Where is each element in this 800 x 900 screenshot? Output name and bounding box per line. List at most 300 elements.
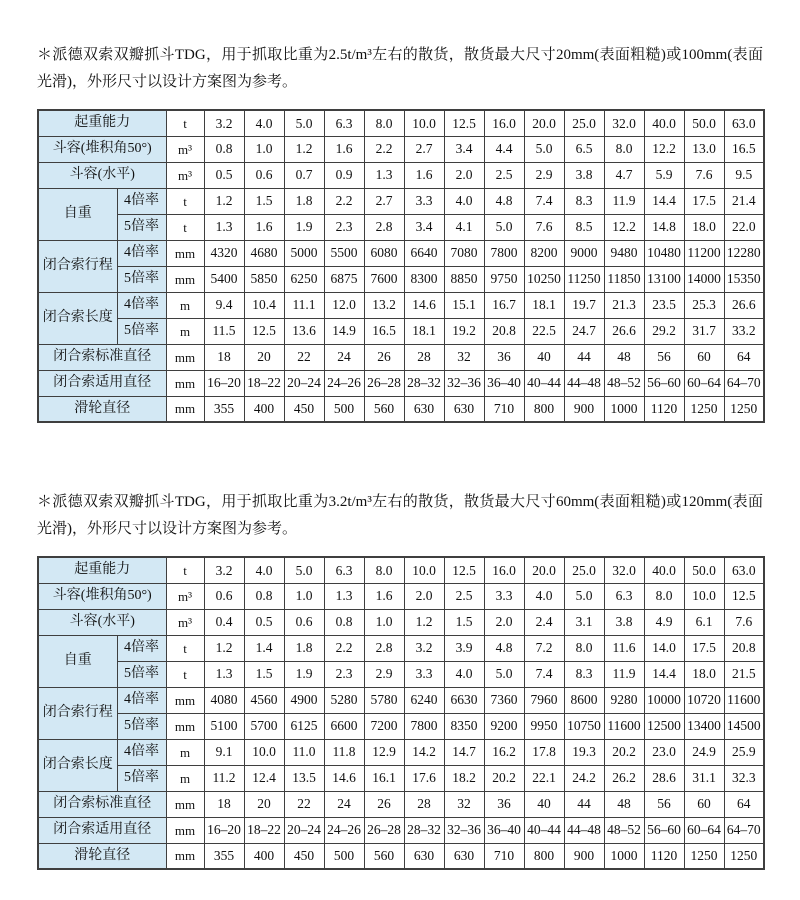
table-row xyxy=(38,344,764,370)
row-label: 斗容(堆积角50°) xyxy=(38,136,166,162)
unit-cell: t xyxy=(166,110,204,136)
value-cell: 14000 xyxy=(684,266,724,292)
table-row xyxy=(38,843,764,869)
value-cell: 32–36 xyxy=(444,370,484,396)
value-cell: 450 xyxy=(284,396,324,422)
value-cell: 4.0 xyxy=(244,110,284,136)
value-cell: 14.4 xyxy=(644,188,684,214)
value-cell: 2.2 xyxy=(324,188,364,214)
value-cell: 26–28 xyxy=(364,817,404,843)
row-label: 起重能力 xyxy=(38,110,166,136)
value-cell: 13.2 xyxy=(364,292,404,318)
value-cell: 1.6 xyxy=(244,214,284,240)
value-cell: 5500 xyxy=(324,240,364,266)
value-cell: 40 xyxy=(524,791,564,817)
row-sublabel: 4倍率 xyxy=(117,635,166,661)
value-cell: 11.8 xyxy=(324,739,364,765)
value-cell: 3.3 xyxy=(484,583,524,609)
unit-cell: mm xyxy=(166,266,204,292)
value-cell: 7080 xyxy=(444,240,484,266)
table-row xyxy=(38,240,764,266)
value-cell: 5100 xyxy=(204,713,244,739)
value-cell: 21.5 xyxy=(724,661,764,687)
value-cell: 1.3 xyxy=(204,661,244,687)
value-cell: 0.9 xyxy=(324,162,364,188)
value-cell: 32 xyxy=(444,344,484,370)
value-cell: 2.7 xyxy=(404,136,444,162)
value-cell: 8300 xyxy=(404,266,444,292)
value-cell: 15.1 xyxy=(444,292,484,318)
table-row xyxy=(38,370,764,396)
value-cell: 8.0 xyxy=(364,557,404,583)
value-cell: 22 xyxy=(284,344,324,370)
row-label: 闭合索行程 xyxy=(38,687,117,739)
unit-cell: t xyxy=(166,635,204,661)
value-cell: 19.3 xyxy=(564,739,604,765)
value-cell: 7800 xyxy=(484,240,524,266)
value-cell: 11200 xyxy=(684,240,724,266)
table-row xyxy=(38,739,764,765)
spec-table-1 xyxy=(37,109,765,423)
value-cell: 33.2 xyxy=(724,318,764,344)
value-cell: 16.7 xyxy=(484,292,524,318)
value-cell: 22.5 xyxy=(524,318,564,344)
value-cell: 7360 xyxy=(484,687,524,713)
value-cell: 7.6 xyxy=(724,609,764,635)
value-cell: 36–40 xyxy=(484,370,524,396)
value-cell: 1.3 xyxy=(324,583,364,609)
value-cell: 4080 xyxy=(204,687,244,713)
value-cell: 3.1 xyxy=(564,609,604,635)
value-cell: 17.8 xyxy=(524,739,564,765)
unit-cell: m³ xyxy=(166,162,204,188)
value-cell: 900 xyxy=(564,843,604,869)
value-cell: 630 xyxy=(404,843,444,869)
value-cell: 44–48 xyxy=(564,817,604,843)
value-cell: 1.2 xyxy=(404,609,444,635)
value-cell: 28–32 xyxy=(404,370,444,396)
value-cell: 20.8 xyxy=(724,635,764,661)
value-cell: 60 xyxy=(684,791,724,817)
unit-cell: mm xyxy=(166,817,204,843)
value-cell: 22.0 xyxy=(724,214,764,240)
value-cell: 25.9 xyxy=(724,739,764,765)
table-row xyxy=(38,557,764,583)
value-cell: 7.4 xyxy=(524,661,564,687)
value-cell: 400 xyxy=(244,396,284,422)
value-cell: 18.1 xyxy=(524,292,564,318)
value-cell: 40.0 xyxy=(644,110,684,136)
value-cell: 13100 xyxy=(644,266,684,292)
value-cell: 800 xyxy=(524,843,564,869)
value-cell: 20.0 xyxy=(524,557,564,583)
value-cell: 60–64 xyxy=(684,817,724,843)
value-cell: 2.0 xyxy=(484,609,524,635)
value-cell: 32.3 xyxy=(724,765,764,791)
value-cell: 1.4 xyxy=(244,635,284,661)
value-cell: 23.5 xyxy=(644,292,684,318)
value-cell: 2.7 xyxy=(364,188,404,214)
table-row xyxy=(38,661,764,687)
value-cell: 48 xyxy=(604,344,644,370)
table-row xyxy=(38,214,764,240)
value-cell: 12.5 xyxy=(444,110,484,136)
value-cell: 1000 xyxy=(604,396,644,422)
value-cell: 20–24 xyxy=(284,817,324,843)
row-label: 斗容(堆积角50°) xyxy=(38,583,166,609)
unit-cell: m xyxy=(166,739,204,765)
value-cell: 56 xyxy=(644,344,684,370)
value-cell: 5780 xyxy=(364,687,404,713)
unit-cell: m xyxy=(166,765,204,791)
value-cell: 4.0 xyxy=(244,557,284,583)
value-cell: 1.5 xyxy=(244,661,284,687)
value-cell: 10.4 xyxy=(244,292,284,318)
unit-cell: mm xyxy=(166,713,204,739)
row-sublabel: 5倍率 xyxy=(117,661,166,687)
value-cell: 28 xyxy=(404,344,444,370)
value-cell: 26.6 xyxy=(724,292,764,318)
row-sublabel: 4倍率 xyxy=(117,739,166,765)
row-sublabel: 4倍率 xyxy=(117,240,166,266)
value-cell: 21.4 xyxy=(724,188,764,214)
row-label: 闭合索长度 xyxy=(38,292,117,344)
value-cell: 0.7 xyxy=(284,162,324,188)
value-cell: 630 xyxy=(444,396,484,422)
table-row xyxy=(38,791,764,817)
value-cell: 44–48 xyxy=(564,370,604,396)
section-grab-tdg-3-2 xyxy=(37,489,763,870)
value-cell: 16–20 xyxy=(204,817,244,843)
value-cell: 7.6 xyxy=(684,162,724,188)
unit-cell: mm xyxy=(166,843,204,869)
value-cell: 60 xyxy=(684,344,724,370)
value-cell: 26 xyxy=(364,344,404,370)
value-cell: 11.9 xyxy=(604,661,644,687)
value-cell: 14500 xyxy=(724,713,764,739)
value-cell: 1.0 xyxy=(244,136,284,162)
value-cell: 50.0 xyxy=(684,110,724,136)
value-cell: 7600 xyxy=(364,266,404,292)
value-cell: 1.8 xyxy=(284,635,324,661)
value-cell: 4560 xyxy=(244,687,284,713)
value-cell: 12.0 xyxy=(324,292,364,318)
value-cell: 4680 xyxy=(244,240,284,266)
value-cell: 9480 xyxy=(604,240,644,266)
value-cell: 14.8 xyxy=(644,214,684,240)
value-cell: 4.1 xyxy=(444,214,484,240)
value-cell: 1250 xyxy=(724,396,764,422)
table-row xyxy=(38,635,764,661)
table-row xyxy=(38,817,764,843)
value-cell: 12.5 xyxy=(444,557,484,583)
row-label: 闭合索适用直径 xyxy=(38,817,166,843)
value-cell: 14.9 xyxy=(324,318,364,344)
value-cell: 4.8 xyxy=(484,188,524,214)
table-row xyxy=(38,188,764,214)
value-cell: 18.2 xyxy=(444,765,484,791)
value-cell: 32 xyxy=(444,791,484,817)
value-cell: 800 xyxy=(524,396,564,422)
value-cell: 13.5 xyxy=(284,765,324,791)
value-cell: 0.8 xyxy=(244,583,284,609)
value-cell: 710 xyxy=(484,843,524,869)
value-cell: 9000 xyxy=(564,240,604,266)
value-cell: 31.7 xyxy=(684,318,724,344)
value-cell: 18 xyxy=(204,791,244,817)
value-cell: 6250 xyxy=(284,266,324,292)
row-label: 自重 xyxy=(38,188,117,240)
value-cell: 11250 xyxy=(564,266,604,292)
value-cell: 12.9 xyxy=(364,739,404,765)
table-row xyxy=(38,583,764,609)
value-cell: 9750 xyxy=(484,266,524,292)
value-cell: 50.0 xyxy=(684,557,724,583)
value-cell: 16.1 xyxy=(364,765,404,791)
value-cell: 0.8 xyxy=(324,609,364,635)
row-label: 闭合索适用直径 xyxy=(38,370,166,396)
value-cell: 2.2 xyxy=(324,635,364,661)
row-label: 闭合索行程 xyxy=(38,240,117,292)
value-cell: 40–44 xyxy=(524,817,564,843)
value-cell: 5.0 xyxy=(524,136,564,162)
value-cell: 11.9 xyxy=(604,188,644,214)
value-cell: 2.9 xyxy=(364,661,404,687)
value-cell: 10.0 xyxy=(684,583,724,609)
value-cell: 4.9 xyxy=(644,609,684,635)
value-cell: 8.3 xyxy=(564,661,604,687)
value-cell: 21.3 xyxy=(604,292,644,318)
value-cell: 7960 xyxy=(524,687,564,713)
value-cell: 5.0 xyxy=(484,214,524,240)
value-cell: 1250 xyxy=(684,396,724,422)
value-cell: 56 xyxy=(644,791,684,817)
value-cell: 5280 xyxy=(324,687,364,713)
value-cell: 22 xyxy=(284,791,324,817)
value-cell: 6.3 xyxy=(324,557,364,583)
value-cell: 22.1 xyxy=(524,765,564,791)
value-cell: 5.0 xyxy=(284,110,324,136)
row-label: 自重 xyxy=(38,635,117,687)
value-cell: 7200 xyxy=(364,713,404,739)
value-cell: 23.0 xyxy=(644,739,684,765)
value-cell: 500 xyxy=(324,843,364,869)
value-cell: 20 xyxy=(244,791,284,817)
value-cell: 5850 xyxy=(244,266,284,292)
intro-paragraph-1: ＊派德双索双瓣抓斗TDG，用于抓取比重为2.5t/m³左右的散货，散货最大尺寸20mm(表面粗糙)或100mm(表面光滑)，外形尺寸以设计方案图为参考。 xyxy=(37,47,763,90)
value-cell: 0.4 xyxy=(204,609,244,635)
value-cell: 4900 xyxy=(284,687,324,713)
value-cell: 1.5 xyxy=(444,609,484,635)
value-cell: 0.5 xyxy=(204,162,244,188)
value-cell: 2.8 xyxy=(364,214,404,240)
value-cell: 4.7 xyxy=(604,162,644,188)
value-cell: 16–20 xyxy=(204,370,244,396)
row-sublabel: 5倍率 xyxy=(117,765,166,791)
value-cell: 11.6 xyxy=(604,635,644,661)
value-cell: 26.2 xyxy=(604,765,644,791)
value-cell: 24–26 xyxy=(324,370,364,396)
value-cell: 8.0 xyxy=(364,110,404,136)
value-cell: 6240 xyxy=(404,687,444,713)
value-cell: 12.4 xyxy=(244,765,284,791)
value-cell: 2.8 xyxy=(364,635,404,661)
value-cell: 11600 xyxy=(604,713,644,739)
value-cell: 12.5 xyxy=(244,318,284,344)
value-cell: 1120 xyxy=(644,843,684,869)
value-cell: 3.3 xyxy=(404,661,444,687)
value-cell: 13400 xyxy=(684,713,724,739)
value-cell: 1.2 xyxy=(284,136,324,162)
unit-cell: t xyxy=(166,188,204,214)
row-label: 起重能力 xyxy=(38,557,166,583)
value-cell: 19.2 xyxy=(444,318,484,344)
value-cell: 710 xyxy=(484,396,524,422)
value-cell: 400 xyxy=(244,843,284,869)
value-cell: 6600 xyxy=(324,713,364,739)
value-cell: 20.2 xyxy=(484,765,524,791)
value-cell: 3.8 xyxy=(564,162,604,188)
value-cell: 11.0 xyxy=(284,739,324,765)
value-cell: 355 xyxy=(204,843,244,869)
value-cell: 5700 xyxy=(244,713,284,739)
value-cell: 11.2 xyxy=(204,765,244,791)
value-cell: 1.2 xyxy=(204,635,244,661)
value-cell: 44 xyxy=(564,791,604,817)
unit-cell: mm xyxy=(166,791,204,817)
value-cell: 4.0 xyxy=(524,583,564,609)
value-cell: 19.7 xyxy=(564,292,604,318)
value-cell: 9950 xyxy=(524,713,564,739)
value-cell: 18–22 xyxy=(244,370,284,396)
value-cell: 1250 xyxy=(684,843,724,869)
value-cell: 32–36 xyxy=(444,817,484,843)
value-cell: 28.6 xyxy=(644,765,684,791)
value-cell: 0.6 xyxy=(244,162,284,188)
table-row xyxy=(38,765,764,791)
value-cell: 630 xyxy=(404,396,444,422)
value-cell: 24 xyxy=(324,791,364,817)
intro-paragraph-2: ＊派德双索双瓣抓斗TDG，用于抓取比重为3.2t/m³左右的散货，散货最大尺寸60mm(表面粗糙)或120mm(表面光滑)，外形尺寸以设计方案图为参考。 xyxy=(37,494,763,537)
row-label: 闭合索标准直径 xyxy=(38,344,166,370)
value-cell: 1.6 xyxy=(364,583,404,609)
value-cell: 36–40 xyxy=(484,817,524,843)
value-cell: 6.3 xyxy=(324,110,364,136)
value-cell: 17.5 xyxy=(684,635,724,661)
table-row xyxy=(38,266,764,292)
value-cell: 12280 xyxy=(724,240,764,266)
value-cell: 500 xyxy=(324,396,364,422)
value-cell: 10750 xyxy=(564,713,604,739)
table-row xyxy=(38,713,764,739)
row-label: 闭合索长度 xyxy=(38,739,117,791)
value-cell: 2.5 xyxy=(444,583,484,609)
value-cell: 24.2 xyxy=(564,765,604,791)
table-row xyxy=(38,136,764,162)
value-cell: 28 xyxy=(404,791,444,817)
unit-cell: t xyxy=(166,661,204,687)
value-cell: 2.5 xyxy=(484,162,524,188)
row-label: 滑轮直径 xyxy=(38,843,166,869)
value-cell: 44 xyxy=(564,344,604,370)
value-cell: 1250 xyxy=(724,843,764,869)
table-row xyxy=(38,162,764,188)
value-cell: 24.9 xyxy=(684,739,724,765)
value-cell: 0.6 xyxy=(284,609,324,635)
value-cell: 24.7 xyxy=(564,318,604,344)
value-cell: 12500 xyxy=(644,713,684,739)
value-cell: 7.4 xyxy=(524,188,564,214)
unit-cell: m³ xyxy=(166,136,204,162)
value-cell: 10480 xyxy=(644,240,684,266)
value-cell: 5.0 xyxy=(564,583,604,609)
value-cell: 8.0 xyxy=(604,136,644,162)
table-row xyxy=(38,110,764,136)
value-cell: 1.0 xyxy=(364,609,404,635)
value-cell: 3.2 xyxy=(204,557,244,583)
value-cell: 14.6 xyxy=(404,292,444,318)
unit-cell: m³ xyxy=(166,609,204,635)
value-cell: 26–28 xyxy=(364,370,404,396)
value-cell: 17.5 xyxy=(684,188,724,214)
value-cell: 3.9 xyxy=(444,635,484,661)
value-cell: 11.5 xyxy=(204,318,244,344)
value-cell: 63.0 xyxy=(724,557,764,583)
unit-cell: mm xyxy=(166,370,204,396)
value-cell: 10.0 xyxy=(404,110,444,136)
unit-cell: mm xyxy=(166,240,204,266)
value-cell: 63.0 xyxy=(724,110,764,136)
value-cell: 14.2 xyxy=(404,739,444,765)
row-sublabel: 4倍率 xyxy=(117,188,166,214)
value-cell: 16.0 xyxy=(484,557,524,583)
row-sublabel: 5倍率 xyxy=(117,318,166,344)
value-cell: 8.3 xyxy=(564,188,604,214)
row-sublabel: 5倍率 xyxy=(117,266,166,292)
value-cell: 48 xyxy=(604,791,644,817)
value-cell: 3.4 xyxy=(444,136,484,162)
unit-cell: t xyxy=(166,214,204,240)
value-cell: 40 xyxy=(524,344,564,370)
value-cell: 1.5 xyxy=(244,188,284,214)
value-cell: 16.5 xyxy=(364,318,404,344)
value-cell: 5.0 xyxy=(484,661,524,687)
value-cell: 5000 xyxy=(284,240,324,266)
value-cell: 64 xyxy=(724,791,764,817)
value-cell: 2.0 xyxy=(444,162,484,188)
value-cell: 1.6 xyxy=(324,136,364,162)
value-cell: 4320 xyxy=(204,240,244,266)
value-cell: 10250 xyxy=(524,266,564,292)
value-cell: 8850 xyxy=(444,266,484,292)
row-label: 斗容(水平) xyxy=(38,162,166,188)
value-cell: 15350 xyxy=(724,266,764,292)
value-cell: 64 xyxy=(724,344,764,370)
value-cell: 18.0 xyxy=(684,661,724,687)
value-cell: 16.2 xyxy=(484,739,524,765)
section-grab-tdg-2-5 xyxy=(37,42,763,423)
value-cell: 8200 xyxy=(524,240,564,266)
value-cell: 18.0 xyxy=(684,214,724,240)
value-cell: 2.3 xyxy=(324,661,364,687)
value-cell: 6125 xyxy=(284,713,324,739)
table-row xyxy=(38,687,764,713)
value-cell: 1.2 xyxy=(204,188,244,214)
value-cell: 4.8 xyxy=(484,635,524,661)
value-cell: 14.4 xyxy=(644,661,684,687)
value-cell: 60–64 xyxy=(684,370,724,396)
value-cell: 20 xyxy=(244,344,284,370)
